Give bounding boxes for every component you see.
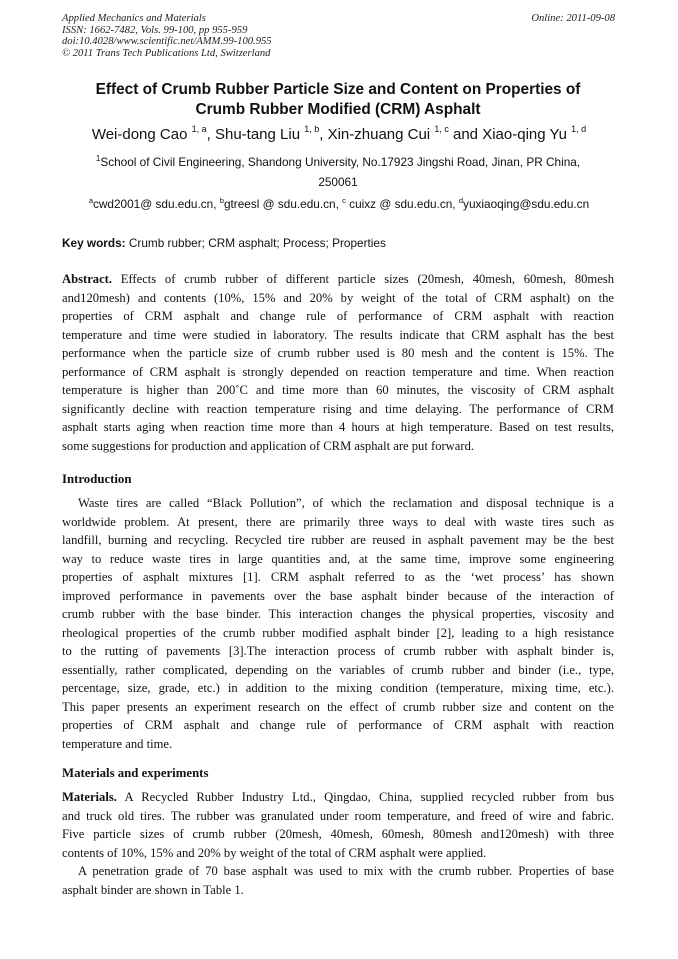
email-sup: a: [88, 196, 94, 205]
intro-line: [62, 624, 614, 643]
affiliation-sup: 1: [95, 154, 101, 163]
keywords: [62, 234, 386, 252]
abstract-line: [62, 326, 614, 345]
abstract-line-label: Abstract.: [62, 272, 113, 286]
materials-body: [62, 788, 614, 862]
abstract-line: [62, 307, 614, 326]
intro-line: [62, 568, 614, 587]
materials-line-b: [62, 881, 614, 900]
intro-line-text: crumb rubber with the base binder. This interaction changes the physical properties, viscosity and: [62, 607, 614, 621]
abstract-line-text: Effects of crumb rubber of different particle sizes (20mesh, 40mesh, 60mesh, 80mesh: [112, 272, 614, 286]
title-line-2: Crumb Rubber Modified (CRM) Asphalt: [195, 101, 481, 118]
abstract-line: [62, 437, 614, 456]
email-sup: b: [219, 196, 224, 205]
copyright-line: © 2011 Trans Tech Publications Ltd, Switzerland: [62, 47, 271, 59]
materials-body-2: [62, 862, 614, 899]
email-sup: c: [342, 196, 346, 205]
author-name: Wei-dong Cao: [91, 126, 188, 143]
author-separator: and: [448, 126, 483, 143]
abstract-line-text: significantly decline with reaction temperature rising and time delaying. The performance of CRM: [62, 401, 614, 416]
abstract-line-text: performance when the particle size of crumb rubber used is 80 mesh and the content is 15%. The: [62, 346, 614, 360]
paper-title: [62, 80, 614, 120]
abstract-line: [62, 400, 614, 419]
email-list: [40, 195, 638, 213]
materials-line-b: [62, 862, 614, 881]
author-affil-sup: 1, a: [191, 124, 207, 134]
email-address[interactable]: cuixz @ sdu.edu.cn,: [345, 197, 459, 211]
materials-line-text: A Recycled Rubber Industry Ltd., Qingdao, China, supplied recycled rubber from bus: [116, 790, 614, 804]
author-name: Xiao-qing Yu: [482, 126, 567, 143]
materials-line-b-text: A penetration grade of 70 base asphalt was used to mix with the crumb rubber. Properties of base: [78, 864, 614, 878]
author-separator: ,: [319, 126, 328, 143]
journal-name: Applied Mechanics and Materials: [62, 13, 206, 24]
materials-line: [62, 807, 614, 826]
online-date: Online: 2011-09-08: [531, 13, 615, 24]
abstract-line-text: performance of CRM asphalt is strongly depended on reaction temperature and time. When reaction: [62, 364, 614, 379]
abstract-line: [62, 418, 614, 437]
doi-line: doi:10.4028/www.scientific.net/AMM.99-100.955: [62, 36, 272, 48]
introduction-body: [62, 494, 614, 753]
materials-line-text: contents of 10%, 15% and 20% by weight of the total of CRM asphalt were applied.: [62, 845, 487, 860]
intro-line-text: landfill, burning and recycling. Recycled tire rubber are reused in asphalt pavement may be the best: [62, 533, 614, 547]
author-affil-sup: 1, c: [434, 124, 449, 134]
keywords-text: Crumb rubber; CRM asphalt; Process; Properties: [125, 236, 386, 250]
abstract-line-text: temperature and time were studied in laboratory. The results indicate that CRM asphalt has the best: [62, 327, 614, 342]
intro-line: [62, 679, 614, 698]
abstract-line-text: some suggestions for production and application of CRM asphalt are put forward.: [62, 438, 475, 453]
intro-line: [62, 698, 614, 717]
abstract-line: [62, 381, 614, 400]
abstract-line-text: and120mesh) and contents (10%, 15% and 20% by weight of the total of CRM asphalt) on the: [62, 290, 614, 305]
abstract-line-text: properties of CRM asphalt and change rule of performance of CRM asphalt with reaction: [62, 309, 614, 323]
intro-line-text: essentially, rather complicated, depending on the variables of crumb rubber and binder (i.e., type,: [62, 662, 614, 677]
introduction-heading: Introduction: [62, 472, 132, 486]
issn-line: ISSN: 1662-7482, Vols. 99-100, pp 955-959: [62, 24, 248, 36]
abstract-line: [62, 344, 614, 363]
materials-line-b-text: asphalt binder are shown in Table 1.: [62, 882, 244, 897]
materials-line-text: Five particle sizes of crumb rubber (20mesh, 40mesh, 60mesh, 80mesh and120mesh) with three: [62, 827, 614, 841]
intro-line: [62, 513, 614, 532]
intro-line-text: improved performance in pavements over the base asphalt binder because of the interaction of: [62, 588, 614, 603]
abstract-line: [62, 363, 614, 382]
affiliation-line-1: School of Civil Engineering, Shandong University, No.17923 Jingshi Road, Jinan, PR China,: [100, 155, 581, 169]
intro-line: [62, 531, 614, 550]
intro-line: [62, 587, 614, 606]
intro-line-text: rheological properties of the crumb rubber modified asphalt binder [2], leading to a high resistance: [62, 625, 614, 640]
materials-line-text: and truck old tires. The rubber was granulated under room temperature, and freed of wire and fabric.: [62, 808, 614, 823]
affiliation: [62, 152, 614, 192]
intro-line: [62, 550, 614, 569]
email-address[interactable]: yuxiaoqing@sdu.edu.cn: [463, 197, 590, 211]
author-name: Xin-zhuang Cui: [327, 126, 431, 143]
intro-line-text: properties of CRM asphalt and change rule of performance of CRM asphalt with reaction: [62, 718, 614, 732]
intro-line: [62, 605, 614, 624]
intro-line-text: properties of asphalt mixtures [1]. CRM asphalt referred to as the ‘wet process’ has shown: [62, 570, 614, 584]
intro-line: [62, 661, 614, 680]
intro-line-text: Waste tires are called “Black Pollution”, of which the reclamation and disposal technique is a: [78, 496, 614, 510]
author-list: [40, 125, 638, 145]
materials-line: [62, 825, 614, 844]
intro-line-text: temperature and time.: [62, 736, 173, 751]
abstract-line: [62, 289, 614, 308]
abstract: [62, 270, 614, 455]
author-affil-sup: 1, d: [571, 124, 587, 134]
intro-line: [62, 494, 614, 513]
materials-heading: Materials and experiments: [62, 766, 209, 780]
email-address[interactable]: gtreesl @ sdu.edu.cn,: [223, 197, 343, 211]
keywords-label: Key words:: [62, 236, 126, 250]
intro-line-text: This paper presents an experiment research on the effect of crumb rubber size and content on the: [62, 699, 614, 714]
materials-line: [62, 788, 614, 807]
abstract-line-text: asphalt starts aging when reaction time more than 4 hours at high temperature. Based on test results,: [62, 420, 614, 434]
abstract-line: [62, 270, 614, 289]
title-line-1: Effect of Crumb Rubber Particle Size and Content on Properties of: [95, 81, 581, 98]
materials-line-label: Materials.: [62, 790, 117, 804]
intro-line-text: worldwide problem. At present, there are primarily three ways to deal with waste tires such as: [62, 514, 614, 529]
intro-line: [62, 735, 614, 754]
author-name: Shu-tang Liu: [214, 126, 301, 143]
journal-header: [62, 13, 272, 59]
author-affil-sup: 1, b: [304, 124, 320, 134]
email-address[interactable]: cwd2001@ sdu.edu.cn,: [93, 197, 220, 211]
affiliation-line-2: 250061: [318, 175, 358, 189]
intro-line: [62, 642, 614, 661]
materials-line: [62, 844, 614, 863]
author-separator: ,: [206, 126, 215, 143]
abstract-line-text: temperature is higher than 200˚C and time more than 60 minutes, the viscosity of CRM asphalt: [62, 383, 614, 397]
intro-line-text: to the rutting of pavements [3].The interaction process of crumb rubber with asphalt binder is,: [62, 644, 614, 658]
intro-line-text: way to reduce waste tires in large quantities and, at the same time, improve some engineering: [62, 551, 614, 566]
intro-line-text: percentage, size, grade, etc.) in addition to the mixing condition (temperature, mixing time, etc.).: [62, 681, 614, 695]
intro-line: [62, 716, 614, 735]
email-sup: d: [458, 196, 464, 205]
